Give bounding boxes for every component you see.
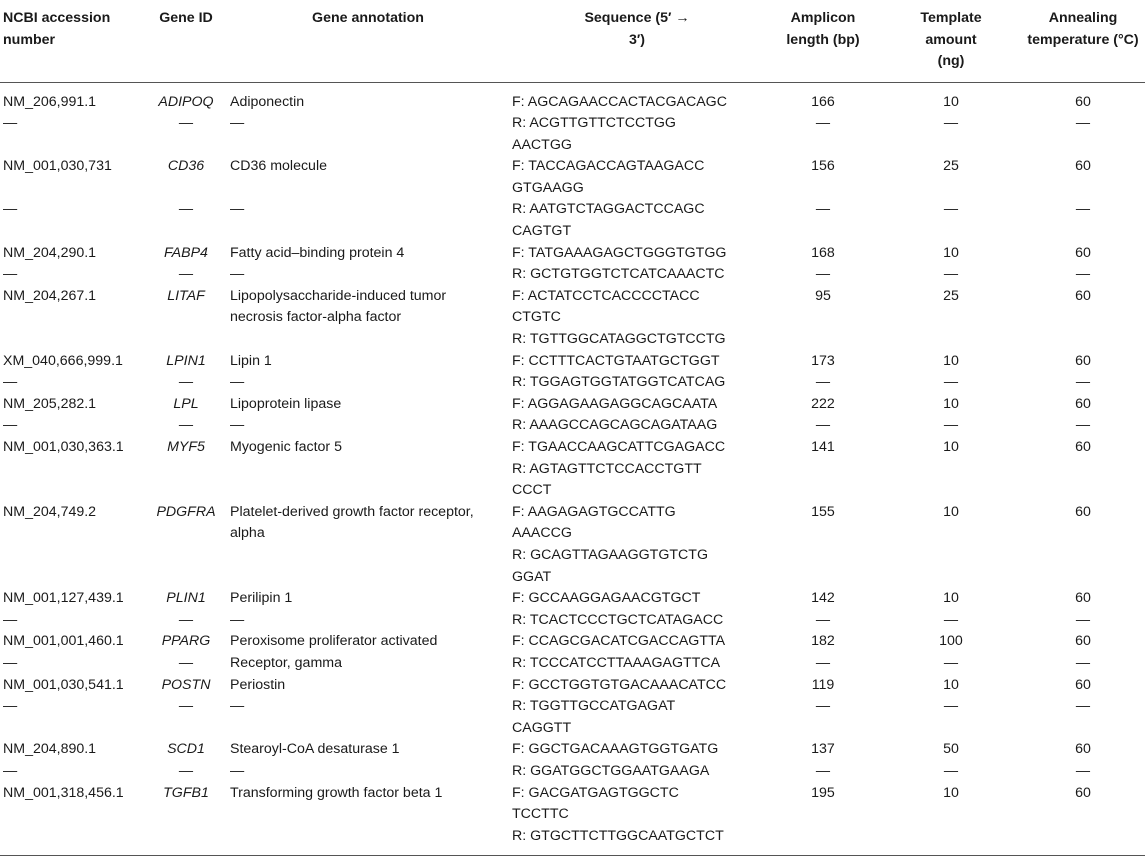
amplicon-cell: 168 — [811, 244, 835, 261]
sequence-cell — [509, 783, 765, 856]
sequence-line: CCCT — [512, 482, 552, 499]
annotation-line: — — [230, 762, 245, 779]
table-row — [0, 264, 1145, 286]
annotation-line: Lipopolysaccharide-induced tumor — [230, 287, 447, 304]
gene-id-cell: — — [178, 115, 194, 132]
annotation-cell — [227, 351, 509, 373]
sequence-line: F: AGGAGAAGAGGCAGCAATA — [512, 395, 718, 412]
sequence-line: F: GCCAAGGAGAACGTGCT — [512, 590, 701, 607]
gene-id-cell: FABP4 — [164, 244, 208, 261]
annotation-cell — [227, 739, 509, 761]
header-accession: NCBI accession number — [0, 0, 145, 82]
annotation-cell — [227, 113, 509, 156]
annealing-cell: — — [1075, 417, 1091, 434]
table-row — [0, 739, 1145, 761]
sequence-line: F: TACCAGACCAGTAAGACC — [512, 158, 705, 175]
amplicon-cell: — — [815, 654, 831, 671]
header-annealing: Annealing temperature (°C) — [1021, 0, 1145, 82]
annotation-line: — — [230, 611, 245, 628]
table-row — [0, 761, 1145, 783]
accession-cell: — — [3, 374, 18, 391]
template-cell: 10 — [943, 244, 959, 261]
sequence-cell — [509, 761, 765, 783]
header-template: Template amount (ng) — [881, 0, 1021, 82]
sequence-cell — [509, 696, 765, 739]
sequence-line: F: GCCTGGTGTGACAAACATCC — [512, 676, 727, 693]
sequence-line: F: CCTTTCACTGTAATGCTGGT — [512, 352, 720, 369]
annotation-cell — [227, 588, 509, 610]
annealing-cell: — — [1075, 115, 1091, 132]
annotation-cell — [227, 631, 509, 653]
template-cell: 10 — [943, 590, 959, 607]
amplicon-cell: — — [815, 762, 831, 779]
annotation-line: alpha — [230, 525, 265, 542]
sequence-line: R: ACGTTGTTCTCCTGG — [512, 115, 676, 132]
header-sequence: Sequence (5′ → 3′) — [509, 0, 765, 82]
sequence-line: CAGTGT — [512, 223, 572, 240]
accession-cell: NM_001,001,460.1 — [3, 633, 124, 650]
annotation-line: — — [230, 201, 245, 218]
annotation-cell — [227, 394, 509, 416]
accession-cell: — — [3, 654, 18, 671]
template-cell: 10 — [943, 439, 959, 455]
annealing-cell: 60 — [1075, 352, 1091, 369]
sequence-cell — [509, 156, 765, 199]
amplicon-cell: 173 — [811, 352, 835, 369]
amplicon-cell: 182 — [811, 633, 835, 650]
annotation-cell — [227, 415, 509, 437]
header-amplicon: Amplicon length (bp) — [765, 0, 881, 82]
table-row — [0, 156, 1145, 199]
annealing-cell: 60 — [1075, 395, 1091, 412]
accession-cell: NM_204,890.1 — [3, 741, 97, 758]
annealing-cell: — — [1075, 266, 1091, 283]
annealing-cell: 60 — [1075, 158, 1091, 175]
amplicon-cell: — — [815, 115, 831, 132]
gene-id-cell: — — [178, 698, 194, 715]
sequence-cell — [509, 243, 765, 265]
annotation-cell — [227, 82, 509, 113]
table-row — [0, 113, 1145, 156]
template-cell: 25 — [943, 287, 959, 304]
sequence-line: R: TCCCATCCTTAAAGAGTTCA — [512, 654, 721, 671]
table-row — [0, 351, 1145, 373]
amplicon-cell: 222 — [811, 395, 835, 412]
table-row — [0, 610, 1145, 632]
template-cell: — — [943, 762, 959, 779]
accession-cell: — — [3, 201, 18, 218]
sequence-cell — [509, 351, 765, 373]
accession-cell: XM_040,666,999.1 — [3, 352, 123, 369]
annotation-cell — [227, 243, 509, 265]
accession-cell: NM_001,127,439.1 — [3, 590, 124, 607]
annotation-cell — [227, 610, 509, 632]
annotation-line: — — [230, 266, 245, 283]
annealing-cell: 60 — [1075, 741, 1091, 758]
accession-cell: — — [3, 266, 18, 283]
sequence-cell — [509, 113, 765, 156]
table-row — [0, 199, 1145, 242]
sequence-line: R: TGGTTGCCATGAGAT — [512, 698, 676, 715]
gene-id-cell: LITAF — [167, 287, 205, 304]
table-row — [0, 286, 1145, 351]
accession-cell: NM_204,290.1 — [3, 244, 97, 261]
sequence-line: CAGGTT — [512, 719, 572, 736]
sequence-line: AACTGG — [512, 136, 572, 153]
template-cell: 25 — [943, 158, 959, 175]
annealing-cell: 60 — [1075, 244, 1091, 261]
annotation-line: Platelet-derived growth factor receptor, — [230, 503, 474, 520]
accession-cell: — — [3, 417, 18, 434]
annotation-line: Myogenic factor 5 — [230, 439, 342, 455]
template-cell: 10 — [943, 395, 959, 412]
annotation-line: Adiponectin — [230, 93, 305, 110]
annotation-cell — [227, 199, 509, 242]
table-row — [0, 437, 1145, 502]
annotation-line: — — [230, 698, 245, 715]
annotation-cell — [227, 264, 509, 286]
table-row — [0, 631, 1145, 653]
annotation-line: Periostin — [230, 676, 286, 693]
sequence-cell — [509, 394, 765, 416]
accession-cell: NM_204,749.2 — [3, 503, 97, 520]
amplicon-cell: — — [815, 266, 831, 283]
annotation-cell — [227, 286, 509, 351]
sequence-line: F: TATGAAAGAGCTGGGTGTGG — [512, 244, 727, 261]
annotation-line: Receptor, gamma — [230, 654, 342, 671]
annealing-cell: 60 — [1075, 503, 1091, 520]
annealing-cell: — — [1075, 374, 1091, 391]
sequence-cell — [509, 199, 765, 242]
sequence-cell — [509, 675, 765, 697]
template-cell: 10 — [943, 352, 959, 369]
gene-id-cell: — — [178, 654, 194, 671]
amplicon-cell: 156 — [811, 158, 835, 175]
gene-id-cell: PLIN1 — [166, 590, 206, 607]
sequence-line: AAACCG — [512, 525, 572, 542]
amplicon-cell: 142 — [811, 590, 835, 607]
template-cell: — — [943, 374, 959, 391]
annotation-cell — [227, 675, 509, 697]
accession-cell: NM_001,030,731 — [3, 158, 112, 175]
table-row — [0, 372, 1145, 394]
annotation-line: Stearoyl-CoA desaturase 1 — [230, 741, 400, 758]
header-gene-id: Gene ID — [145, 0, 227, 82]
annotation-cell — [227, 372, 509, 394]
sequence-line: R: TGGAGTGGTATGGTCATCAG — [512, 374, 726, 391]
gene-id-cell: LPIN1 — [166, 352, 206, 369]
annealing-cell: 60 — [1075, 590, 1091, 607]
gene-id-cell: POSTN — [161, 676, 211, 693]
accession-cell: NM_001,030,363.1 — [3, 439, 124, 455]
amplicon-cell: — — [815, 698, 831, 715]
amplicon-cell: 155 — [811, 503, 835, 520]
sequence-line: R: AGTAGTTCTCCACCTGTT — [512, 460, 702, 477]
sequence-line: F: AGCAGAACCACTACGACAGC — [512, 93, 727, 110]
template-cell: — — [943, 698, 959, 715]
gene-id-cell: — — [178, 374, 194, 391]
gene-id-cell: LPL — [173, 395, 199, 412]
annealing-cell: — — [1075, 654, 1091, 671]
sequence-cell — [509, 264, 765, 286]
sequence-cell — [509, 286, 765, 351]
template-cell: — — [943, 115, 959, 132]
table-row — [0, 675, 1145, 697]
annotation-line: Lipin 1 — [230, 352, 272, 369]
template-cell: 10 — [943, 93, 959, 110]
annotation-line: Peroxisome proliferator activated — [230, 633, 438, 650]
annealing-cell: 60 — [1021, 783, 1145, 856]
template-cell: — — [943, 201, 959, 218]
sequence-line: F: TGAACCAAGCATTCGAGACC — [512, 439, 726, 455]
sequence-cell — [509, 653, 765, 675]
amplicon-cell: 137 — [811, 741, 835, 758]
annealing-cell: — — [1075, 698, 1091, 715]
amplicon-cell: 166 — [811, 93, 835, 110]
sequence-cell — [509, 82, 765, 113]
sequence-cell — [509, 588, 765, 610]
sequence-cell — [509, 372, 765, 394]
amplicon-cell: 141 — [811, 439, 835, 455]
table-row — [0, 653, 1145, 675]
template-cell: 10 — [943, 676, 959, 693]
template-cell: 100 — [939, 633, 963, 650]
sequence-line: R: AATGTCTAGGACTCCAGC — [512, 201, 705, 218]
amplicon-cell: 95 — [815, 287, 831, 304]
amplicon-cell: 195 — [765, 783, 881, 856]
annotation-line: Transforming growth factor beta 1 — [230, 784, 443, 801]
sequence-line: R: GCTGTGGTCTCATCAAACTC — [512, 266, 725, 283]
accession-cell: — — [3, 698, 18, 715]
amplicon-cell: 119 — [811, 676, 835, 693]
annotation-line: necrosis factor-alpha factor — [230, 309, 402, 326]
gene-id-cell: ADIPOQ — [158, 93, 214, 110]
sequence-line: R: AAAGCCAGCAGCAGATAAG — [512, 417, 718, 434]
annotation-cell — [227, 156, 509, 199]
sequence-line: F: ACTATCCTCACCCCTACC — [512, 287, 700, 304]
annotation-line: — — [230, 374, 245, 391]
annealing-cell: — — [1075, 611, 1091, 628]
gene-id-cell: TGFB1 — [145, 783, 227, 856]
sequence-line: GTGAAGG — [512, 179, 584, 196]
annotation-line: Fatty acid–binding protein 4 — [230, 244, 405, 261]
annotation-line: — — [230, 115, 245, 132]
sequence-line: R: GCAGTTAGAAGGTGTCTG — [512, 546, 708, 563]
accession-cell: — — [3, 762, 18, 779]
header-row — [0, 0, 1145, 82]
gene-id-cell: — — [178, 611, 194, 628]
accession-cell: NM_204,267.1 — [3, 287, 97, 304]
annealing-cell: — — [1075, 762, 1091, 779]
annotation-cell — [227, 502, 509, 588]
annealing-cell: 60 — [1075, 676, 1091, 693]
annotation-line: Perilipin 1 — [230, 590, 293, 607]
sequence-line: F: AAGAGAGTGCCATTG — [512, 503, 676, 520]
annealing-cell: 60 — [1075, 287, 1091, 304]
gene-id-cell: — — [178, 762, 194, 779]
table-row — [0, 783, 1145, 856]
annotation-line: CD36 molecule — [230, 158, 327, 175]
annealing-cell: 60 — [1075, 439, 1091, 455]
amplicon-cell: — — [815, 201, 831, 218]
sequence-line: F: GACGATGAGTGGCTC — [512, 784, 679, 801]
accession-cell: — — [3, 611, 18, 628]
accession-cell: NM_001,318,456.1 — [0, 783, 145, 856]
sequence-cell — [509, 739, 765, 761]
gene-id-cell: PPARG — [161, 633, 211, 650]
gene-id-cell: SCD1 — [167, 741, 205, 758]
table-header — [0, 0, 1145, 82]
template-cell: 10 — [943, 503, 959, 520]
sequence-cell — [509, 415, 765, 437]
gene-id-cell: — — [178, 201, 194, 218]
table-row — [0, 82, 1145, 113]
annotation-line: Lipoprotein lipase — [230, 395, 342, 412]
template-cell: — — [943, 417, 959, 434]
table-row — [0, 243, 1145, 265]
gene-id-cell: MYF5 — [167, 439, 205, 455]
annealing-cell: 60 — [1075, 633, 1091, 650]
accession-cell: — — [3, 115, 18, 132]
annealing-cell: — — [1075, 201, 1091, 218]
annotation-cell — [227, 696, 509, 739]
sequence-line: F: GGCTGACAAAGTGGTGATG — [512, 741, 719, 758]
table-row — [0, 415, 1145, 437]
sequence-line: F: CCAGCGACATCGACCAGTTA — [512, 633, 726, 650]
table-row — [0, 394, 1145, 416]
amplicon-cell: — — [815, 374, 831, 391]
annotation-cell — [227, 761, 509, 783]
gene-id-cell: PDGFRA — [156, 503, 216, 520]
template-cell: — — [943, 266, 959, 283]
sequence-cell — [509, 437, 765, 502]
table-row — [0, 696, 1145, 739]
table-row — [0, 588, 1145, 610]
sequence-line: R: GGATGGCTGGAATGAAGA — [512, 762, 710, 779]
sequence-line: TCCTTC — [512, 806, 569, 823]
template-cell: — — [943, 654, 959, 671]
sequence-cell — [509, 502, 765, 588]
sequence-cell — [509, 610, 765, 632]
annealing-cell: 60 — [1075, 93, 1091, 110]
sequence-line: R: GTGCTTCTTGGCAATGCTCT — [512, 827, 724, 844]
annotation-cell — [227, 783, 509, 856]
table-body — [0, 82, 1145, 856]
gene-id-cell: — — [178, 266, 194, 283]
annotation-cell — [227, 437, 509, 502]
sequence-line: GGAT — [512, 568, 552, 585]
sequence-line: CTGTC — [512, 309, 561, 326]
table-row — [0, 502, 1145, 588]
template-cell: — — [943, 611, 959, 628]
template-cell: 10 — [881, 783, 1021, 856]
annotation-line: — — [230, 417, 245, 434]
template-cell: 50 — [943, 741, 959, 758]
header-annotation: Gene annotation — [227, 0, 509, 82]
accession-cell: NM_206,991.1 — [3, 93, 97, 110]
amplicon-cell: — — [815, 611, 831, 628]
gene-id-cell: CD36 — [167, 158, 205, 175]
gene-id-cell: — — [178, 417, 194, 434]
accession-cell: NM_205,282.1 — [3, 395, 97, 412]
accession-cell: NM_001,030,541.1 — [3, 676, 124, 693]
sequence-line: R: TCACTCCCTGCTCATAGACC — [512, 611, 724, 628]
annotation-cell — [227, 653, 509, 675]
sequence-cell — [509, 631, 765, 653]
amplicon-cell: — — [815, 417, 831, 434]
sequence-line: R: TGTTGGCATAGGCTGTCCTG — [512, 331, 726, 348]
